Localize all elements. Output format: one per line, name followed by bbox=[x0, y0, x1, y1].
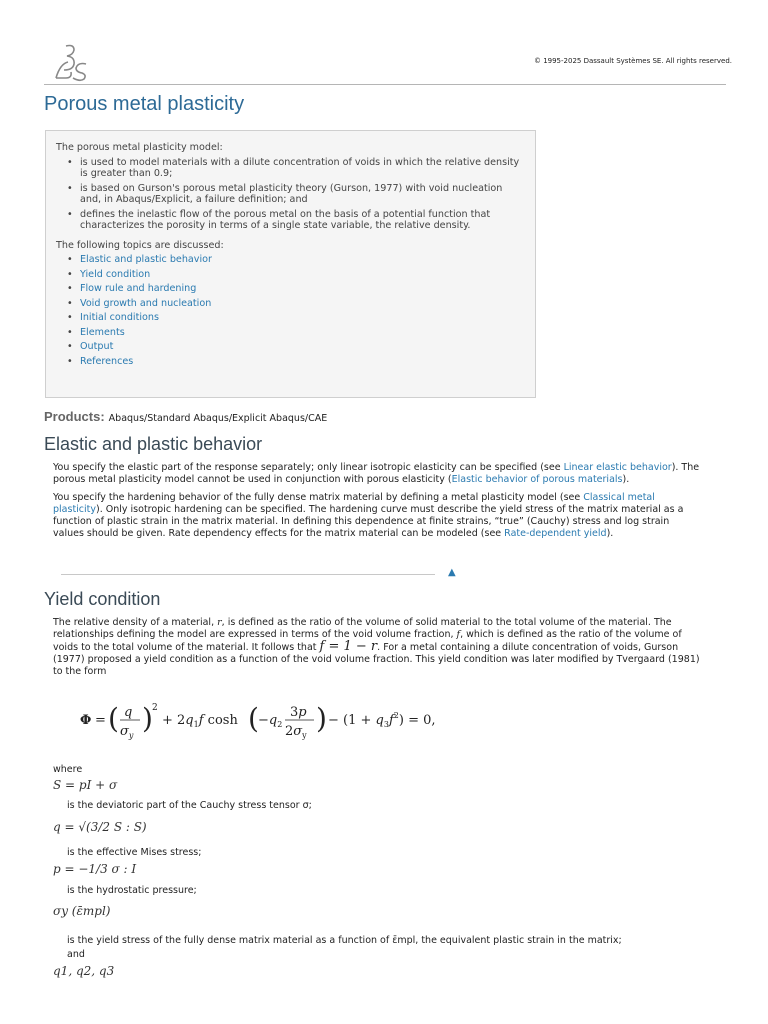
link-porous-elastic[interactable]: Elastic behavior of porous materials bbox=[451, 473, 623, 485]
products-list: Abaqus/Standard Abaqus/Explicit Abaqus/CAE bbox=[108, 413, 328, 424]
link-classical-metal-plasticity[interactable]: Classical metal plasticity bbox=[53, 491, 655, 515]
svg-text:=: = bbox=[95, 713, 106, 728]
tvergaard-yield-formula bbox=[80, 697, 436, 751]
definition-text: is the hydrostatic pressure; bbox=[67, 885, 197, 896]
svg-text:σy: $\sigma_y$ bbox=[120, 724, 134, 740]
dassault-logo-icon bbox=[52, 42, 88, 86]
and-text: and bbox=[67, 949, 85, 960]
definition-symbol: p = −1/3 σ : I bbox=[53, 862, 137, 876]
summary-intro: The porous metal plasticity model: bbox=[56, 142, 223, 153]
topic-link-references[interactable]: References bbox=[80, 355, 134, 367]
svg-text:2σy: $2\sigma_y$ bbox=[285, 724, 307, 740]
summary-box bbox=[45, 130, 536, 398]
svg-text:(: ( bbox=[248, 702, 259, 735]
topic-link-output[interactable]: Output bbox=[80, 341, 114, 352]
topics-list bbox=[56, 254, 525, 367]
svg-text:): ) bbox=[316, 702, 327, 735]
svg-text:− (1 + q3f2) = 0,: − $(1 + q_3f^2) = 0$, bbox=[328, 711, 436, 729]
topic-link-flow-rule[interactable]: Flow rule and hardening bbox=[80, 283, 197, 294]
products-line bbox=[44, 409, 327, 424]
svg-text:(: ( bbox=[108, 702, 119, 735]
svg-text:q: q bbox=[124, 705, 133, 720]
topic-link-yield-condition[interactable]: Yield condition bbox=[80, 268, 151, 280]
link-linear-elastic[interactable]: Linear elastic behavior bbox=[563, 462, 672, 473]
svg-text:3p: 3p bbox=[290, 705, 307, 720]
products-label: Products: bbox=[44, 409, 105, 424]
definition-symbol: q1, q2, q3 bbox=[53, 964, 115, 978]
topics-intro: The following topics are discussed: bbox=[56, 239, 224, 251]
copyright-text: © 1995-2025 Dassault Systèmes SE. All rights reserved. bbox=[533, 57, 732, 65]
svg-text:): ) bbox=[142, 702, 153, 735]
svg-text:−q2: $-q_2$ bbox=[258, 713, 283, 729]
yield-paragraph: The relative density of a material, r, is defined as the ratio of the volume of solid material to the total volume of the material. The relationships defining the model are expressed in terms of the void volume fraction, f, which is defined as the ratio of the volume of voids to the total volume of the material. It follows that f = 1 − r. For a metal containing a dilute concentration of voids, Gurson (1977) proposed a yield condition as a function of the void volume fraction. This yield condition was later modified by Tvergaard (1981) to the form bbox=[53, 617, 700, 677]
summary-bullet: • is used to model materials with a dilute concentration of voids in which the relative density is greater than 0.9; bbox=[80, 157, 525, 180]
definition-text: is the deviatoric part of the Cauchy stress tensor σ; bbox=[67, 800, 312, 811]
elastic-section-body bbox=[53, 462, 703, 545]
elastic-paragraph-2: You specify the hardening behavior of the fully dense matrix material by defining a metal plasticity model (see Classical metal plasticity). Only isotropic hardening can be specified. The hardening curve must describe the yield stress of the matrix material as a function of plastic strain in the matrix material. In defining this dependence at finite strains, “true” (Cauchy) stress and log strain values should be given. Rate dependency effects for the matrix material can be modeled (see Rate-dependent yield). bbox=[53, 491, 684, 539]
section-heading-yield: Yield condition bbox=[44, 589, 161, 609]
definition-symbol: q = √(3/2 S : S) bbox=[53, 820, 147, 834]
summary-bullet: • defines the inelastic flow of the porous metal on the basis of a potential function that characterizes the porosity in terms of a single state variable, the relative density. bbox=[80, 209, 525, 232]
link-rate-dependent-yield[interactable]: Rate-dependent yield bbox=[504, 527, 607, 539]
definition-text: is the yield stress of the fully dense matrix material as a function of ε̄mpl, the equivalent plastic strain in the matrix; bbox=[67, 935, 622, 946]
definition-symbol: σy (ε̄mpl) bbox=[53, 904, 111, 918]
topic-link-initial-conditions[interactable]: Initial conditions bbox=[80, 312, 159, 323]
summary-bullets bbox=[56, 157, 525, 232]
back-to-top-icon[interactable]: ▲ bbox=[448, 567, 456, 578]
section-divider bbox=[61, 574, 435, 575]
section-heading-elastic: Elastic and plastic behavior bbox=[44, 434, 263, 454]
topic-link-elements[interactable]: Elements bbox=[80, 326, 125, 338]
topic-link-elastic-plastic[interactable]: Elastic and plastic behavior bbox=[80, 254, 212, 265]
page-header bbox=[44, 40, 732, 85]
svg-text:2: 2 bbox=[152, 703, 158, 713]
page-title: Porous metal plasticity bbox=[44, 93, 245, 115]
svg-text:Φ: Φ bbox=[80, 713, 92, 728]
summary-bullet: • is based on Gurson's porous metal plasticity theory (Gurson, 1977) with void nucleation and, in Abaqus/Explicit, a failure definition; and bbox=[80, 183, 525, 206]
definition-text: is the effective Mises stress; bbox=[67, 847, 202, 858]
svg-text:+ 2q1f cosh: + $2q_1f$ cosh bbox=[162, 713, 238, 729]
where-text: where bbox=[53, 764, 83, 775]
topic-link-void-growth[interactable]: Void growth and nucleation bbox=[80, 297, 212, 309]
elastic-paragraph-1: You specify the elastic part of the response separately; only linear isotropic elasticity can be specified (see Linear elastic behavior). The porous metal plasticity model cannot be used in conjunction with porous elasticity (Elastic behavior of porous materials). bbox=[53, 462, 700, 485]
definition-symbol: S = pI + σ bbox=[53, 778, 118, 792]
